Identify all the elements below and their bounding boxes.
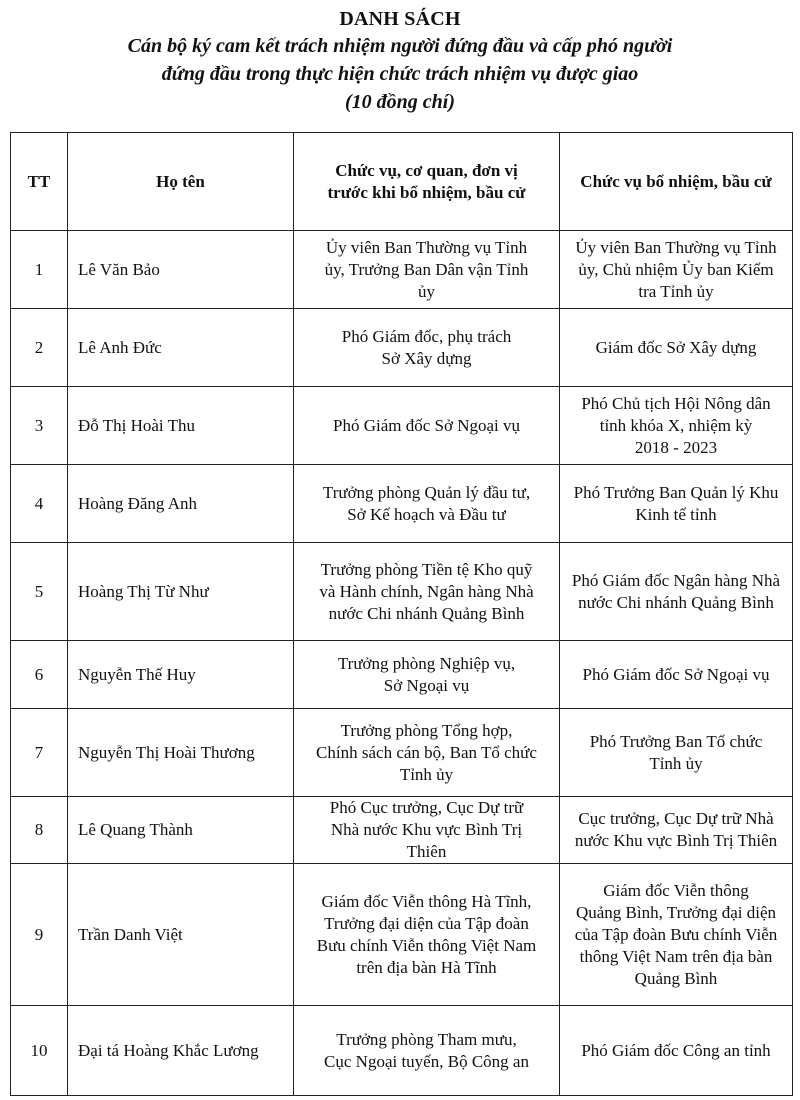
- position-after-line: Phó Giám đốc Sở Ngoại vụ: [582, 664, 770, 684]
- document-title: DANH SÁCH: [339, 8, 461, 30]
- position-after-line: Cục trưởng, Cục Dự trữ Nhà: [578, 809, 774, 828]
- person-name: Đại tá Hoàng Khắc Lương: [68, 1006, 294, 1096]
- position-after-line: Phó Trưởng Ban Quản lý Khu: [573, 482, 779, 502]
- position-after-line: Tỉnh ủy: [649, 753, 703, 773]
- document-subtitle-line-2: đứng đầu trong thực hiện chức trách nhiệm vụ được giao: [161, 63, 639, 85]
- position-before: [294, 1006, 560, 1096]
- row-number: 5: [11, 543, 68, 641]
- position-before-line: Sở Ngoại vụ: [383, 675, 470, 695]
- position-before-line: Nhà nước Khu vực Bình Trị: [330, 820, 523, 839]
- table-row: [11, 231, 793, 309]
- position-after-line: 2018 - 2023: [634, 437, 718, 457]
- person-name: Lê Văn Bảo: [68, 231, 294, 309]
- row-number: 4: [11, 465, 68, 543]
- position-before: [294, 864, 560, 1006]
- position-before-line: Phó Giám đốc Sở Ngoại vụ: [332, 415, 520, 435]
- position-before-line: Bưu chính Viễn thông Việt Nam: [316, 935, 537, 955]
- personnel-table: [10, 132, 793, 1096]
- person-name: Đỗ Thị Hoài Thu: [68, 387, 294, 465]
- position-after-line: tra Tỉnh ủy: [638, 281, 714, 301]
- position-before: [294, 465, 560, 543]
- position-after: [560, 231, 793, 309]
- position-before-line: Ủy viên Ban Thường vụ Tỉnh: [325, 237, 528, 257]
- row-number: 2: [11, 309, 68, 387]
- table-row: [11, 543, 793, 641]
- position-after-line: Phó Chủ tịch Hội Nông dân: [581, 393, 771, 413]
- position-after: [560, 309, 793, 387]
- table-row: [11, 309, 793, 387]
- person-name: Nguyễn Thế Huy: [68, 641, 294, 709]
- table-row: [11, 465, 793, 543]
- person-name: Lê Anh Đức: [68, 309, 294, 387]
- person-name: Lê Quang Thành: [68, 797, 294, 864]
- position-after-line: Phó Giám đốc Ngân hàng Nhà: [571, 570, 781, 590]
- position-after-line: Phó Giám đốc Công an tỉnh: [581, 1040, 771, 1060]
- position-before-line: Trưởng phòng Nghiệp vụ,: [337, 653, 516, 673]
- person-name: Nguyễn Thị Hoài Thương: [68, 709, 294, 797]
- position-before-line: Trưởng phòng Tổng hợp,: [340, 720, 513, 740]
- table-body: [11, 231, 793, 1096]
- position-before-line: trên địa bàn Hà Tĩnh: [356, 957, 497, 977]
- table-row: [11, 387, 793, 465]
- position-before-line: và Hành chính, Ngân hàng Nhà: [319, 581, 534, 601]
- position-after-line: Ủy viên Ban Thường vụ Tỉnh: [575, 237, 777, 257]
- row-number: 10: [11, 1006, 68, 1096]
- position-before-line: Trưởng phòng Tiền tệ Kho quỹ: [320, 559, 533, 579]
- position-after: [560, 864, 793, 1006]
- position-after-line: Kinh tế tỉnh: [635, 504, 717, 524]
- table-row: [11, 864, 793, 1006]
- position-before: [294, 641, 560, 709]
- row-number: 1: [11, 231, 68, 309]
- position-before-line: Trưởng đại diện của Tập đoàn: [324, 913, 529, 933]
- person-name: Hoàng Thị Từ Như: [68, 543, 294, 641]
- position-after: [560, 543, 793, 641]
- position-before-line: Sở Xây dựng: [381, 348, 472, 368]
- position-after-line: tỉnh khóa X, nhiệm kỳ: [599, 415, 753, 435]
- position-before-line: Trưởng phòng Tham mưu,: [336, 1029, 517, 1049]
- position-before-line: Thiên: [406, 842, 447, 861]
- position-after: [560, 1006, 793, 1096]
- document-count: (10 đồng chí): [345, 91, 455, 113]
- position-before-line: Phó Cục trưởng, Cục Dự trữ: [329, 798, 524, 817]
- person-name: Trần Danh Việt: [68, 864, 294, 1006]
- position-after-line: thông Việt Nam trên địa bàn: [579, 946, 773, 966]
- position-before-line: Cục Ngoại tuyến, Bộ Công an: [324, 1051, 529, 1071]
- position-after-line: Quảng Bình: [634, 968, 718, 988]
- position-after: [560, 797, 793, 864]
- row-number: 7: [11, 709, 68, 797]
- position-before-line: Tỉnh ủy: [399, 764, 454, 784]
- position-before: [294, 543, 560, 641]
- column-header-before-line-2: trước khi bổ nhiệm, bầu cử: [327, 182, 526, 202]
- position-after-line: nước Chi nhánh Quảng Bình: [578, 592, 774, 612]
- person-name: Hoàng Đăng Anh: [68, 465, 294, 543]
- position-after-line: ủy, Chủ nhiệm Ủy ban Kiểm: [578, 259, 774, 279]
- position-after: [560, 387, 793, 465]
- table-header-row: [11, 133, 793, 231]
- position-before-line: Sở Kế hoạch và Đầu tư: [347, 504, 506, 524]
- position-after-line: Giám đốc Viễn thông: [603, 880, 749, 900]
- position-before: [294, 231, 560, 309]
- document-header: [0, 0, 800, 116]
- position-before-line: ủy, Trưởng Ban Dân vận Tỉnh: [324, 259, 529, 279]
- position-after: [560, 465, 793, 543]
- position-after: [560, 709, 793, 797]
- position-before-line: Phó Giám đốc, phụ trách: [341, 326, 512, 346]
- position-after-line: nước Khu vực Bình Trị Thiên: [574, 831, 778, 850]
- row-number: 8: [11, 797, 68, 864]
- column-header-before: [294, 133, 560, 231]
- position-before-line: Chính sách cán bộ, Ban Tổ chức: [316, 742, 537, 762]
- position-after-line: Quảng Bình, Trưởng đại diện: [575, 902, 776, 922]
- position-after-line: Phó Trưởng Ban Tổ chức: [589, 731, 763, 751]
- position-after-line: Giám đốc Sở Xây dựng: [595, 337, 757, 357]
- row-number: 3: [11, 387, 68, 465]
- position-after-line: của Tập đoàn Bưu chính Viễn: [574, 924, 778, 944]
- table-row: [11, 709, 793, 797]
- document-subtitle-line-1: Cán bộ ký cam kết trách nhiệm người đứng đầu và cấp phó người: [127, 35, 673, 57]
- position-before-line: Giám đốc Viễn thông Hà Tĩnh,: [321, 891, 532, 911]
- position-before-line: nước Chi nhánh Quảng Bình: [328, 603, 525, 623]
- column-header-before-line-1: Chức vụ, cơ quan, đơn vị: [335, 160, 518, 180]
- row-number: 6: [11, 641, 68, 709]
- position-before-line: Trưởng phòng Quản lý đầu tư,: [322, 482, 531, 502]
- position-before: [294, 309, 560, 387]
- table-row: [11, 641, 793, 709]
- position-before: [294, 387, 560, 465]
- row-number: 9: [11, 864, 68, 1006]
- position-before: [294, 709, 560, 797]
- position-before-line: ủy: [418, 281, 435, 301]
- position-before: [294, 797, 560, 864]
- column-header-after: Chức vụ bổ nhiệm, bầu cử: [560, 133, 793, 231]
- table-row: [11, 797, 793, 864]
- table-row: [11, 1006, 793, 1096]
- position-after: [560, 641, 793, 709]
- column-header-name: Họ tên: [68, 133, 294, 231]
- column-header-tt: TT: [11, 133, 68, 231]
